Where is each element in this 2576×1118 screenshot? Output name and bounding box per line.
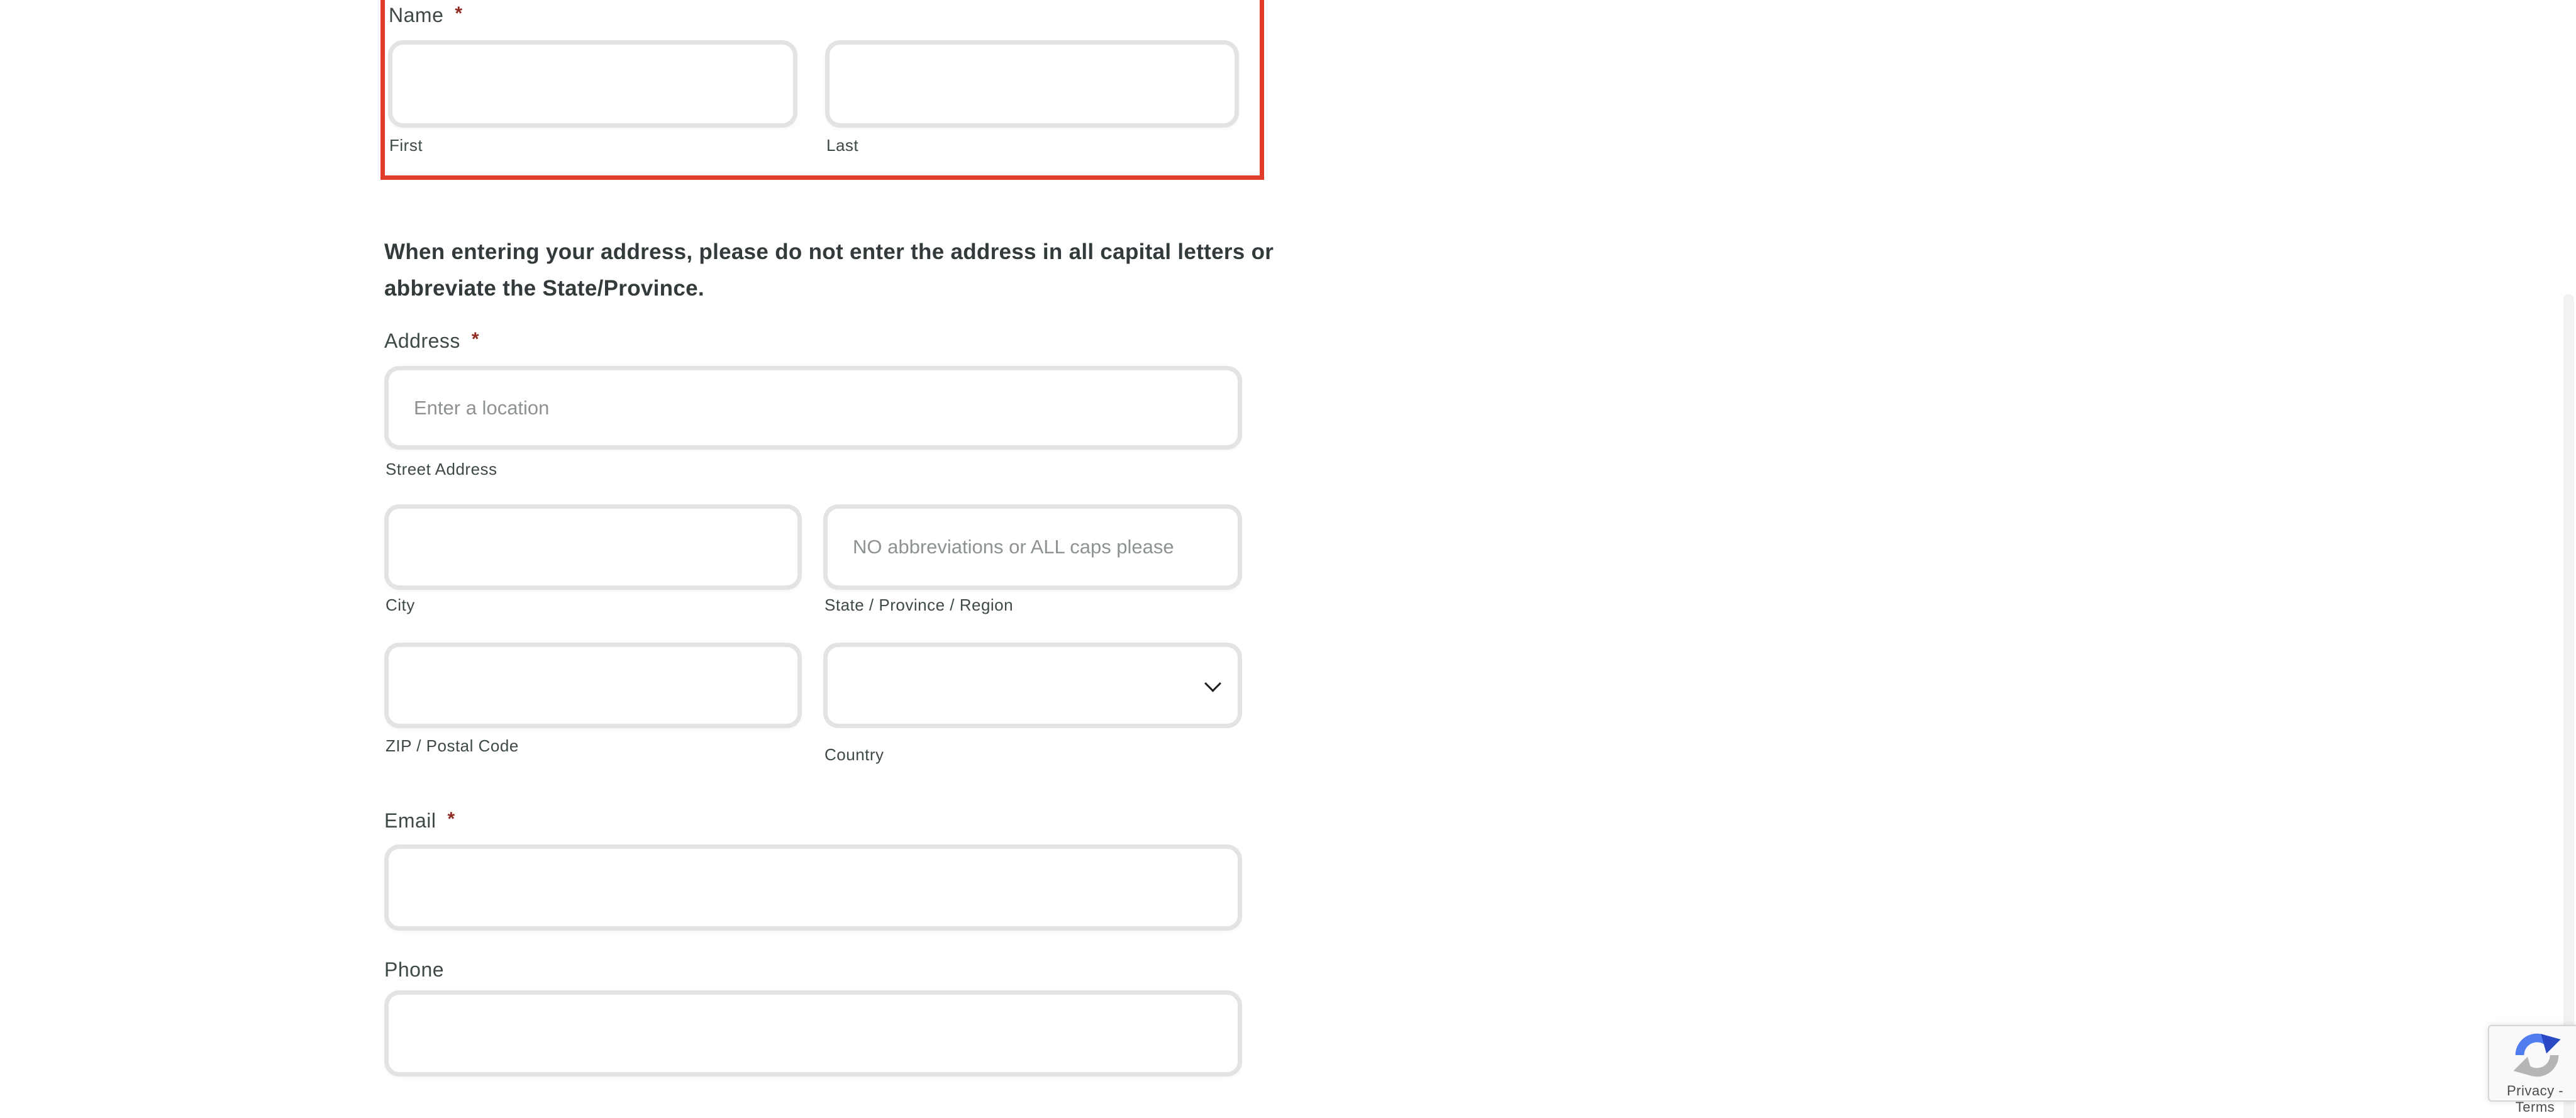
recaptcha-badge[interactable]	[2488, 1025, 2576, 1115]
email-input[interactable]	[384, 844, 1242, 931]
first-name-sublabel: First	[389, 136, 423, 155]
phone-label	[384, 958, 444, 982]
page-scrollbar-thumb[interactable]	[2563, 294, 2574, 1118]
name-label-text: Name	[389, 4, 444, 26]
street-address-sublabel: Street Address	[386, 460, 497, 479]
recaptcha-privacy-terms-link[interactable]: Privacy - Terms	[2506, 1083, 2564, 1115]
zip-code-sublabel: ZIP / Postal Code	[386, 736, 519, 755]
email-label	[384, 809, 455, 833]
address-instructions-line2: abbreviate the State/Province.	[384, 276, 704, 301]
country-select[interactable]	[823, 643, 1242, 728]
address-label	[384, 329, 479, 353]
recaptcha-icon	[2512, 1030, 2562, 1080]
state-sublabel: State / Province / Region	[824, 595, 1014, 614]
city-input[interactable]	[384, 504, 802, 590]
chevron-down-icon	[1204, 675, 1221, 692]
zip-code-input[interactable]	[384, 643, 802, 728]
required-asterisk: *	[455, 3, 463, 24]
city-sublabel: City	[386, 595, 415, 614]
email-label-text: Email	[384, 809, 436, 832]
last-name-input[interactable]	[825, 40, 1239, 128]
address-instructions	[384, 234, 1328, 307]
required-asterisk: *	[471, 329, 480, 350]
street-address-input[interactable]	[384, 366, 1242, 450]
phone-label-text: Phone	[384, 958, 445, 981]
country-sublabel: Country	[824, 745, 884, 764]
state-input[interactable]	[823, 504, 1242, 590]
first-name-input[interactable]	[388, 40, 797, 128]
phone-input[interactable]	[384, 990, 1242, 1076]
last-name-sublabel: Last	[826, 136, 859, 155]
address-instructions-line1: When entering your address, please do not enter the address in all capital letters or	[384, 240, 1274, 264]
required-asterisk: *	[447, 809, 455, 829]
address-label-text: Address	[384, 329, 460, 352]
name-label	[389, 4, 463, 27]
